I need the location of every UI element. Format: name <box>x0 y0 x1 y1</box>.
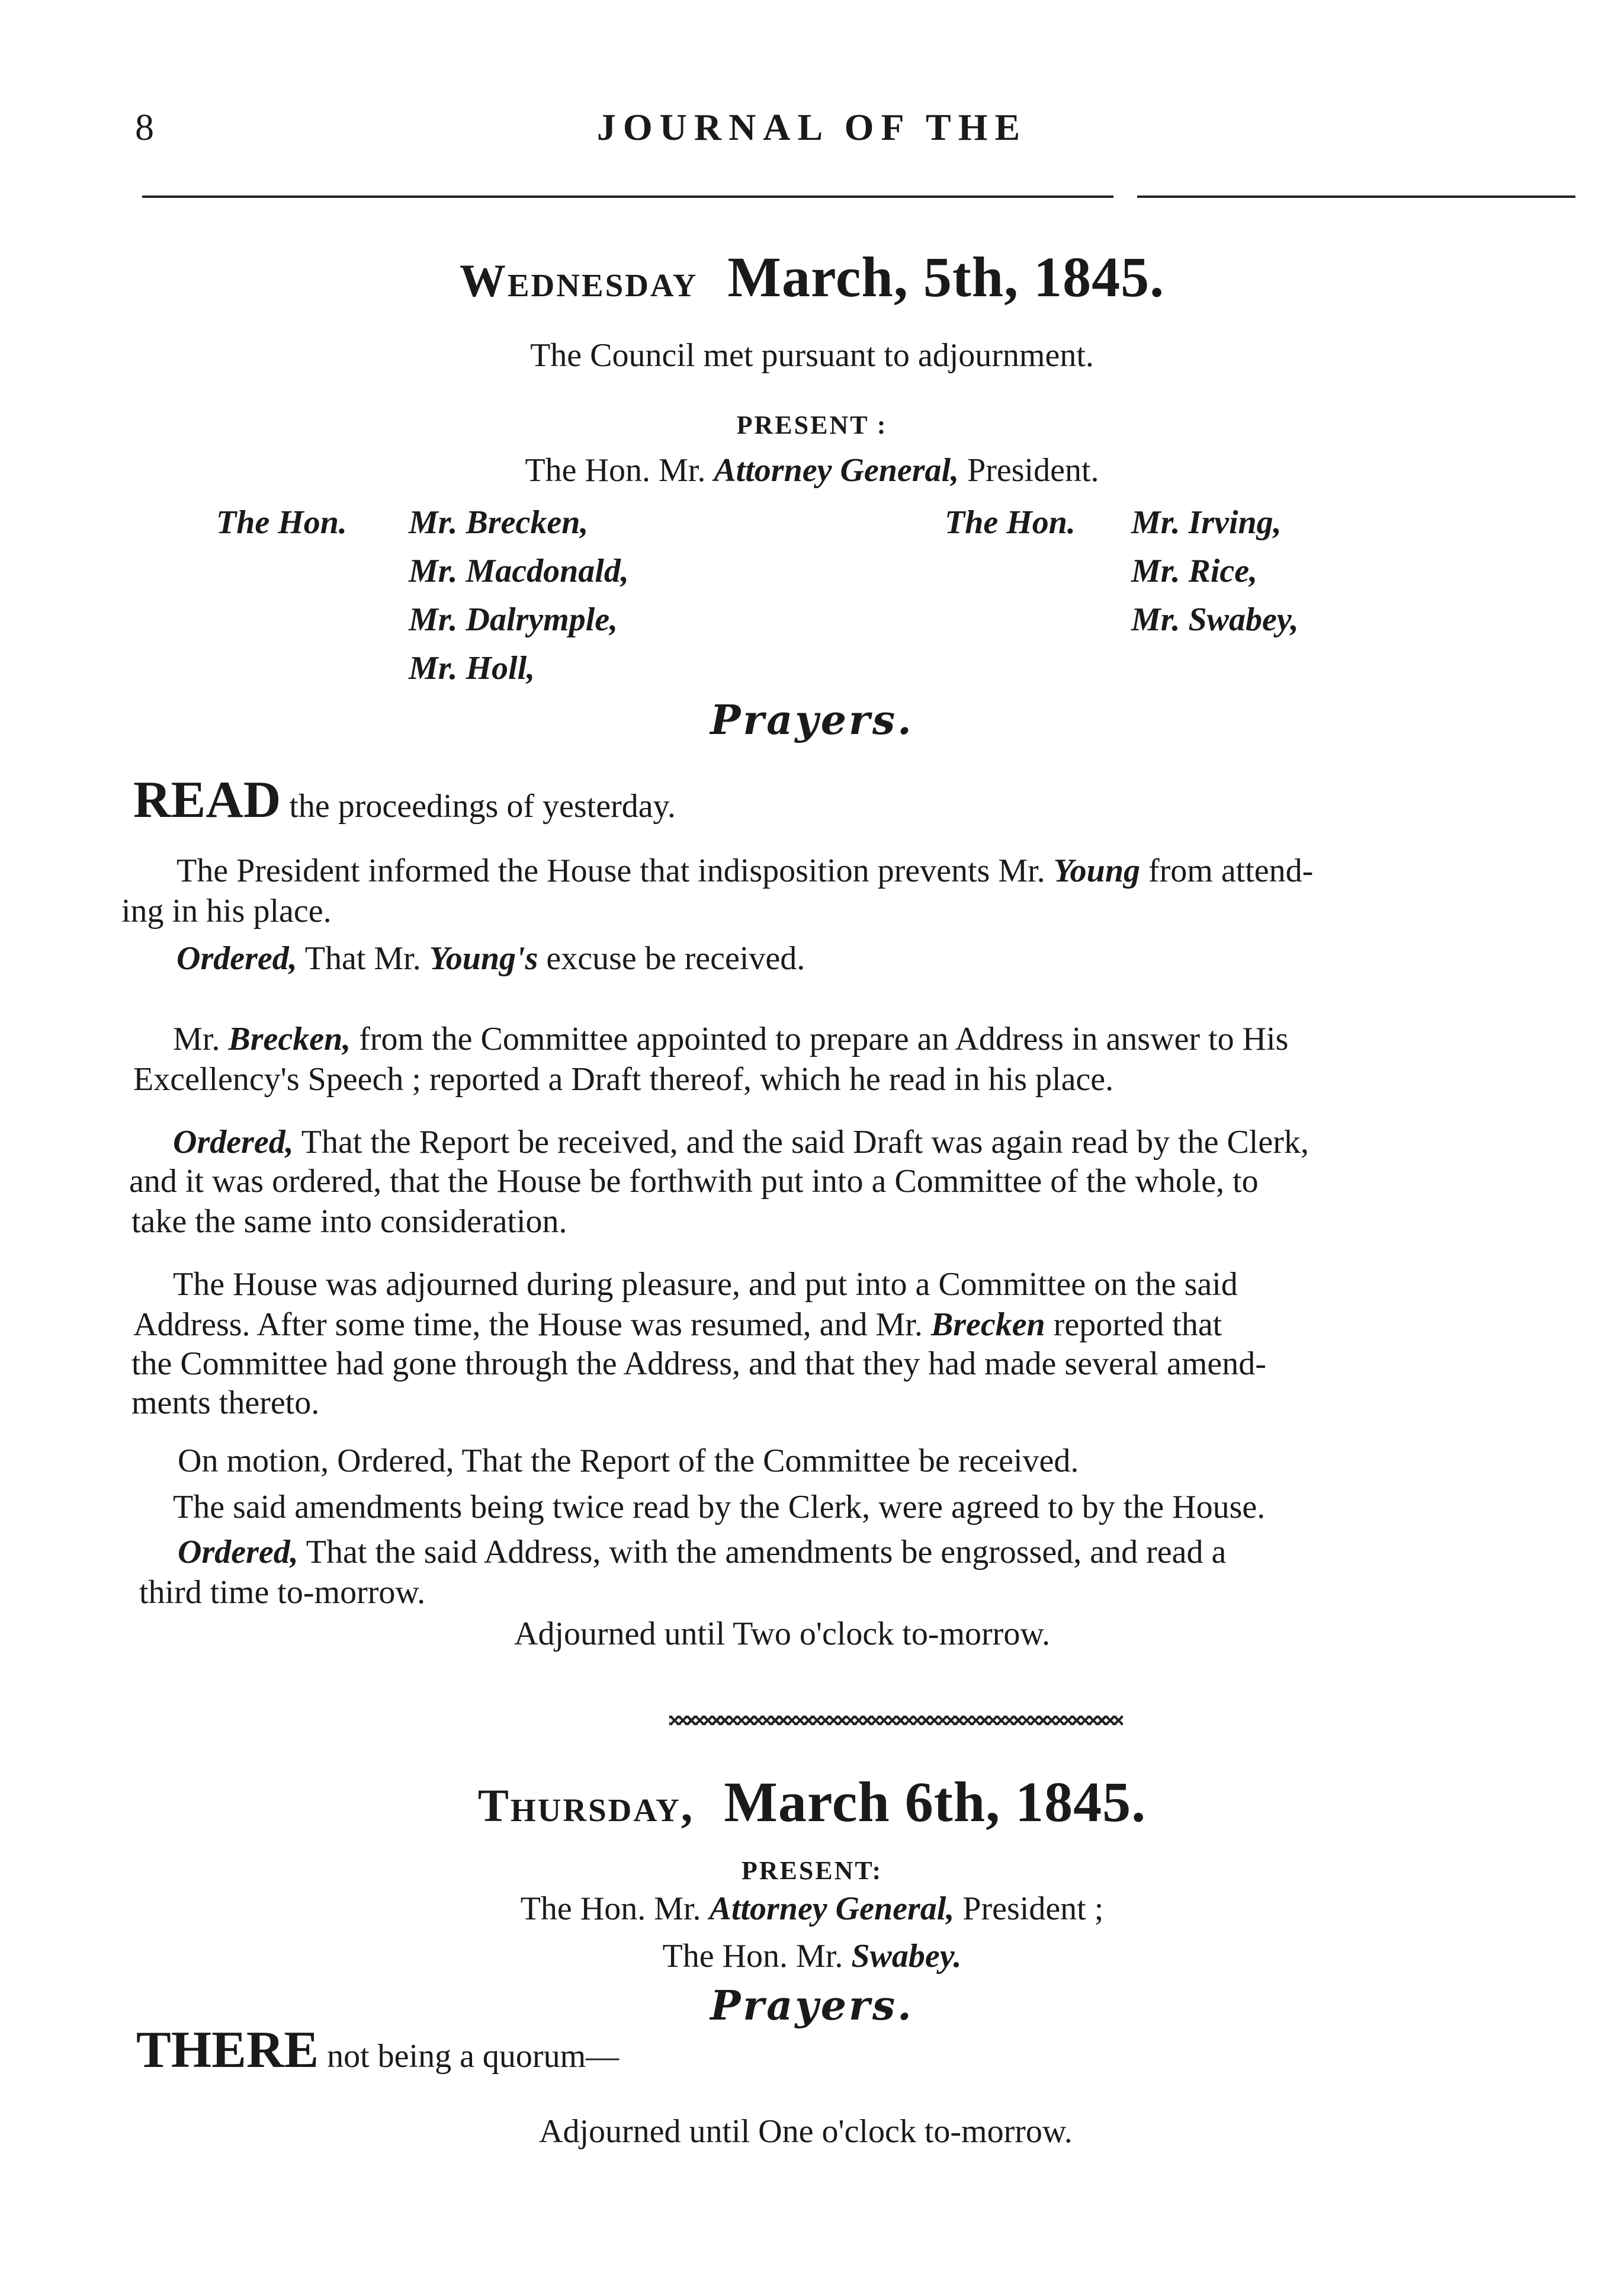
day1-p4-line3: take the same into consideration. <box>131 1203 567 1240</box>
page-number: 8 <box>135 106 154 148</box>
day1-left-member-2: Mr. Macdonald, <box>409 553 629 589</box>
day1-p4-text-a: That the Report be received, and the said Draft was again read by the Clerk, <box>301 1124 1309 1161</box>
day1-p5-name: Brecken <box>930 1306 1045 1343</box>
day1-p2-text-a: That Mr. <box>304 940 421 977</box>
day1-p5-text-b1: Address. After some time, the House was resumed, and Mr. <box>133 1306 923 1343</box>
day1-right-member-2: Mr. Rice, <box>1131 553 1258 589</box>
day2-adjourned: Adjourned until One o'clock to-morrow. <box>539 2113 1073 2150</box>
day1-p2-ordered: Ordered, <box>176 940 297 977</box>
day1-p5-line1: The House was adjourned during pleasure, and put into a Committee on the said <box>173 1266 1238 1303</box>
day2-line2-name: Swabey. <box>851 1938 962 1975</box>
day2-weekday: Thursday, <box>477 1780 695 1831</box>
day1-p2 <box>176 940 805 977</box>
day1-p1-text-a: The President informed the House that indisposition prevents Mr. <box>176 852 1045 889</box>
day1-p3-line1 <box>173 1020 1288 1058</box>
day1-weekday: Wednesday <box>459 255 698 306</box>
section-divider <box>669 1716 1123 1725</box>
day1-p4-ordered: Ordered, <box>173 1124 294 1161</box>
day1-p1-line1 <box>176 852 1313 890</box>
header-rule-right <box>1137 195 1575 198</box>
day1-left-member-1: Mr. Brecken, <box>409 504 589 541</box>
day1-p1-name: Young <box>1053 852 1140 889</box>
day2-line1-name: Attorney General, <box>709 1890 955 1927</box>
day1-p8-line1 <box>178 1533 1226 1571</box>
day1-p8-ordered: Ordered, <box>178 1534 299 1571</box>
day1-p5-line3: the Committee had gone through the Address, and that they had made several amend- <box>131 1345 1266 1382</box>
day1-left-member-4: Mr. Holl, <box>409 650 535 687</box>
day1-right-prefix: The Hon. <box>945 504 1076 541</box>
day1-p8-line2: third time to-morrow. <box>139 1574 426 1611</box>
day1-adjourned: Adjourned until Two o'clock to-morrow. <box>514 1616 1051 1652</box>
day1-p8-text-a: That the said Address, with the amendments be engrossed, and read a <box>306 1534 1227 1571</box>
day1-prayers-heading: Prayers. <box>710 697 914 744</box>
day2-prayers-heading: Prayers. <box>710 1982 914 2030</box>
day1-left-prefix: The Hon. <box>216 504 347 541</box>
day2-there-rest: not being a quorum— <box>327 2038 620 2075</box>
day1-opening: The Council met pursuant to adjournment. <box>530 337 1094 374</box>
day2-heading <box>0 1769 1624 1835</box>
day1-president-prefix: The Hon. Mr. <box>525 452 706 489</box>
day2-there-cap: THERE <box>136 2021 319 2079</box>
day1-right-member-1: Mr. Irving, <box>1131 504 1282 541</box>
day1-p4-line1 <box>173 1123 1309 1161</box>
day2-line1-suffix: President ; <box>962 1890 1104 1927</box>
day2-line1-prefix: The Hon. Mr. <box>520 1890 701 1927</box>
running-title: JOURNAL OF THE <box>596 106 1028 148</box>
day1-p5-line4: ments thereto. <box>131 1384 320 1421</box>
day1-p1-text-b: from attend- <box>1148 852 1314 889</box>
day1-date: March, 5th, 1845. <box>727 245 1165 309</box>
day1-read-rest: the proceedings of yesterday. <box>289 788 676 825</box>
day1-left-member-3: Mr. Dalrymple, <box>409 601 618 638</box>
day1-p6: On motion, Ordered, That the Report of the Committee be received. <box>178 1443 1079 1479</box>
day1-right-member-3: Mr. Swabey, <box>1131 601 1299 638</box>
day1-p3-text-b: from the Committee appointed to prepare an Address in answer to His <box>359 1021 1289 1057</box>
day2-line2-prefix: The Hon. Mr. <box>662 1938 843 1975</box>
header-rule-left <box>142 195 1113 198</box>
day1-p2-text-b: excuse be received. <box>546 940 805 977</box>
day1-p3-text-a: Mr. <box>173 1021 220 1057</box>
day1-p7: The said amendments being twice read by the Clerk, were agreed to by the House. <box>173 1489 1266 1525</box>
day1-p3-line2: Excellency's Speech ; reported a Draft thereof, which he read in his place. <box>133 1061 1114 1098</box>
day2-date: March 6th, 1845. <box>724 1770 1147 1834</box>
day1-p3-name: Brecken, <box>228 1021 351 1057</box>
day1-p5-line2 <box>133 1306 1222 1344</box>
day2-there-line <box>136 2020 619 2080</box>
day1-president-name: Attorney General, <box>714 452 959 489</box>
day1-read-cap: READ <box>133 771 281 829</box>
day2-line2 <box>0 1937 1624 1975</box>
day1-p1-line2: ing in his place. <box>121 893 332 930</box>
day1-p2-name: Young's <box>429 940 538 977</box>
day1-heading <box>0 244 1624 310</box>
day1-p5-text-b2: reported that <box>1053 1306 1222 1343</box>
day1-president-line <box>0 451 1624 489</box>
day2-present-label: PRESENT: <box>741 1856 883 1885</box>
day1-read-line <box>133 770 676 830</box>
day2-line1 <box>0 1890 1624 1928</box>
day1-p4-line2: and it was ordered, that the House be forthwith put into a Committee of the whole, to <box>129 1163 1259 1200</box>
day1-president-suffix: President. <box>967 452 1099 489</box>
day1-present-label: PRESENT : <box>736 411 888 440</box>
